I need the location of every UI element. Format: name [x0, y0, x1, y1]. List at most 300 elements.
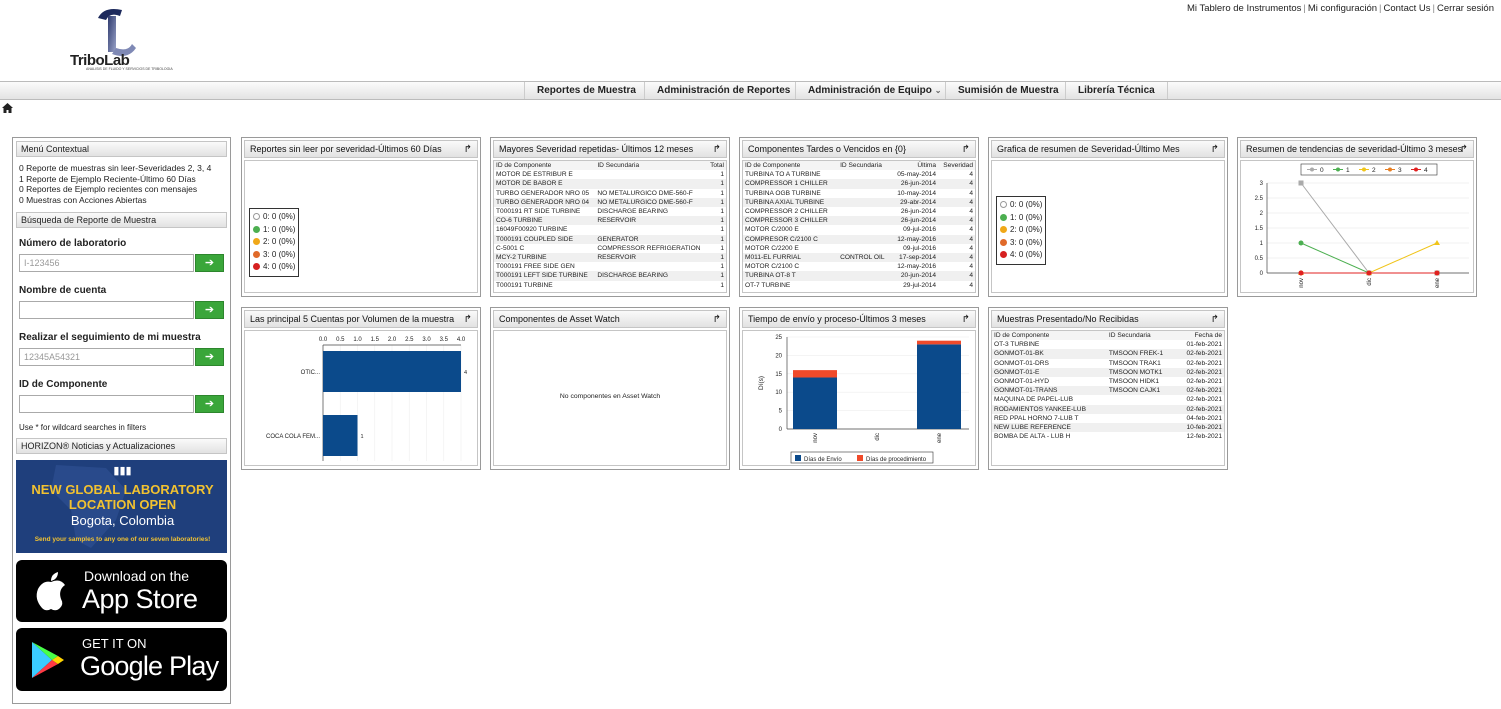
- table-cell: 4: [969, 208, 973, 216]
- table-cell: 16049F00920 TURBINE: [496, 226, 568, 234]
- bar-0: [323, 351, 461, 392]
- table-cell: T000191 FREE SIDE GEN: [496, 263, 575, 271]
- account-name-go-button[interactable]: [195, 301, 224, 319]
- legend-label: Días de procedimiento: [866, 457, 927, 463]
- table-cell: TMSOON HIDK1: [1108, 378, 1160, 386]
- bar-value-label: 4: [464, 370, 468, 376]
- table-cell: MOTOR C/2100 C: [745, 263, 800, 271]
- panel-title: Mayores Severidad repetidas- Últimos 12 meses: [499, 144, 694, 154]
- banner-line3: Bogota, Colombia: [70, 513, 175, 528]
- link-logout[interactable]: Cerrar sesión: [1436, 3, 1494, 14]
- table-cell: MOTOR C/2000 E: [745, 226, 799, 234]
- logo-tagline: ANALISIS DE FLUIDO Y SERVICIOS DE TRIBOLOGIA: [86, 67, 173, 71]
- severity-trend-chart: [1241, 161, 1474, 292]
- table-row[interactable]: [743, 271, 975, 280]
- context-menu-title: Menú Contextual: [16, 141, 227, 157]
- component-id-go-button[interactable]: [195, 395, 224, 413]
- table-cell: RESERVOIR: [595, 216, 707, 225]
- panel-body: [244, 160, 478, 293]
- panel-asset-watch-header: [493, 310, 727, 328]
- banner-line4: Send your samples to any one of our seven laboratories!: [34, 536, 211, 543]
- bar-value-label: 1: [360, 434, 364, 440]
- panel-body: [742, 330, 976, 466]
- nav-sumision[interactable]: Sumisión de Muestra: [945, 82, 1071, 99]
- table-cell: MOTOR DE ESTRIBUR E: [496, 171, 573, 179]
- table-cell: M011-EL FURRIAL: [743, 253, 838, 262]
- y-tick-label: 1: [1259, 241, 1263, 247]
- table-row[interactable]: [992, 340, 1224, 349]
- y-axis-label: Dí(s): [758, 375, 765, 391]
- tribolab-logo: [70, 4, 173, 76]
- table-cell: TMSOON MOTK1: [1107, 368, 1177, 377]
- panel-severity-trend-header: [1240, 140, 1474, 158]
- panel-late-components-header: [742, 140, 976, 158]
- table-row[interactable]: [494, 235, 726, 244]
- google-play-bottom: Google Play: [80, 651, 219, 681]
- category-label: COCA COLA FEM...: [265, 434, 320, 440]
- y-tick-label: 2: [1259, 211, 1263, 217]
- nav-admin-reportes[interactable]: Administración de Reportes: [644, 82, 802, 99]
- menu-item-actions[interactable]: 0 Muestras con Acciones Abiertas: [19, 194, 147, 205]
- table-row[interactable]: [494, 225, 726, 234]
- top-accounts-chart: [245, 331, 478, 465]
- track-sample-label: Realizar el seguimiento de mi muestra: [19, 332, 201, 343]
- logo-name: TriboLab: [70, 52, 130, 69]
- table-cell: 4: [969, 226, 973, 234]
- table-row[interactable]: [992, 359, 1224, 368]
- x-tick-label: 0.0: [318, 337, 328, 343]
- panel-body: [244, 330, 478, 466]
- link-config[interactable]: Mi configuración: [1307, 3, 1378, 14]
- lab-number-input[interactable]: I-123456: [19, 254, 194, 272]
- y-tick-label: 25: [775, 335, 782, 341]
- table-row[interactable]: [743, 281, 975, 290]
- share-arrow-icon[interactable]: ↱: [1210, 144, 1219, 155]
- y-tick-label: 0.5: [1254, 256, 1263, 262]
- table-row[interactable]: [494, 253, 726, 262]
- bar-Días-de-procedimiento-nov: [793, 370, 837, 377]
- table-cell: 20-jun-2014: [891, 271, 938, 280]
- col-header: ID de Componente: [494, 161, 595, 170]
- table-cell: GONMOT-01-DRS: [994, 359, 1049, 367]
- panel-body: [493, 330, 727, 466]
- panel-title: Las principal 5 Cuentas por Volumen de la muestra: [250, 314, 455, 324]
- x-tick-label: 4.0: [456, 337, 466, 343]
- legend-marker-0: [1310, 168, 1314, 172]
- table-cell: COMPRESSOR 2 CHILLER: [745, 208, 828, 216]
- menu-item-messages[interactable]: 0 Reportes de Ejemplo recientes con mensajes: [19, 184, 198, 194]
- table-cell: RESERVOIR: [595, 253, 707, 262]
- y-tick-label: 0: [1259, 271, 1263, 277]
- table-row[interactable]: [494, 271, 726, 280]
- google-play-badge[interactable]: [16, 628, 227, 691]
- table-cell: [838, 179, 891, 188]
- legend-sev3: 3: 0 (0%): [1010, 237, 1043, 247]
- share-arrow-icon[interactable]: ↱: [1210, 314, 1219, 325]
- panel-title: Tiempo de envío y proceso-Últimos 3 meses: [748, 314, 926, 324]
- table-cell: 4: [938, 271, 975, 280]
- track-sample-go-button[interactable]: [195, 348, 224, 366]
- top-links: Mi Tablero de Instrumentos | Mi configuración | Contact Us | Cerrar sesión: [1186, 3, 1494, 14]
- table-row[interactable]: [743, 189, 975, 198]
- table-cell: MCY-2 TURBINE: [494, 253, 595, 262]
- table-cell: 02-feb-2021: [1177, 368, 1224, 377]
- table-cell: 12-may-2016: [897, 263, 937, 271]
- legend-label-3: 3: [1398, 167, 1402, 174]
- legend-sev4: 4: 0 (0%): [263, 262, 296, 271]
- share-arrow-icon[interactable]: ↱: [961, 314, 970, 325]
- app-store-top: Download on the: [84, 568, 190, 584]
- table-cell: [1107, 340, 1177, 349]
- new-lab-banner[interactable]: [16, 460, 227, 553]
- table-row[interactable]: [992, 423, 1224, 432]
- panel-severity-trend: [1237, 137, 1477, 297]
- table-row[interactable]: [494, 207, 726, 216]
- x-tick-label: 1.0: [353, 337, 362, 343]
- table-cell: 02-feb-2021: [1186, 396, 1222, 404]
- table-cell: 1: [707, 235, 726, 244]
- track-sample-input[interactable]: 12345A54321: [19, 348, 194, 366]
- table-cell: COMPRESSOR REFRIGERATION: [597, 244, 701, 252]
- legend-label: Días de Envío: [804, 457, 842, 463]
- table-row[interactable]: [992, 368, 1224, 377]
- table-row[interactable]: [494, 198, 726, 207]
- col-header: Última: [891, 161, 938, 170]
- table-cell: 1: [707, 179, 726, 188]
- table-cell: 4: [969, 244, 973, 252]
- table-row[interactable]: [494, 262, 726, 271]
- component-id-input[interactable]: [19, 395, 194, 413]
- table-row[interactable]: [743, 262, 975, 271]
- panel-body: [991, 160, 1225, 293]
- col-header: Total: [707, 161, 726, 170]
- shipping-time-chart: [743, 331, 976, 465]
- legend-label-0: 0: [1320, 167, 1324, 174]
- table-row[interactable]: [494, 244, 726, 253]
- x-tick-label: nov: [1299, 278, 1305, 288]
- table-cell: MOTOR DE BABOR E: [494, 179, 595, 188]
- share-arrow-icon[interactable]: ↱: [1459, 144, 1468, 155]
- share-arrow-icon[interactable]: ↱: [463, 314, 472, 325]
- bar-Días-de-Envío-ene: [917, 344, 961, 429]
- table-cell: 4: [938, 253, 975, 262]
- panel-repeated-severity-header: [493, 140, 727, 158]
- share-arrow-icon[interactable]: ↱: [961, 144, 970, 155]
- table-row[interactable]: [494, 179, 726, 188]
- table-cell: [838, 198, 891, 207]
- legend-sev4: 4: 0 (0%): [1010, 250, 1043, 259]
- table-cell: OT-7 TURBINE: [745, 281, 791, 289]
- table-cell: DISCHARGE BEARING: [595, 271, 707, 280]
- table-cell: 1: [720, 208, 724, 216]
- table-cell: 02-feb-2021: [1186, 359, 1222, 367]
- table-cell: COMPRESSOR 3 CHILLER: [743, 216, 838, 225]
- table-cell: 1: [720, 244, 724, 252]
- bar-Días-de-Envío-nov: [793, 377, 837, 429]
- table-cell: 05-may-2014: [897, 171, 937, 179]
- news-section-title: HORIZON® Noticias y Actualizaciones: [16, 438, 227, 454]
- table-cell: 4: [969, 189, 973, 197]
- account-name-label: Nombre de cuenta: [19, 285, 107, 296]
- panel-body: [742, 160, 976, 293]
- lab-number-go-button[interactable]: [195, 254, 224, 272]
- table-cell: GONMOT-01-HYD: [994, 378, 1049, 386]
- table-cell: [1107, 395, 1177, 404]
- table-cell: [595, 262, 707, 271]
- legend-label-1: 1: [1346, 167, 1350, 174]
- table-cell: 29-abr-2014: [891, 198, 938, 207]
- table-cell: 4: [938, 179, 975, 188]
- x-tick-label: ene: [1435, 278, 1441, 289]
- panel-late-components: [739, 137, 979, 297]
- panel-unread-severity: [241, 137, 481, 297]
- table-cell: 02-feb-2021: [1177, 405, 1224, 414]
- table-row[interactable]: [992, 377, 1224, 386]
- table-cell: TMSOON CAJK1: [1107, 386, 1177, 395]
- bar-Días-de-procedimiento-ene: [917, 341, 961, 345]
- y-tick-label: 2.5: [1254, 196, 1263, 202]
- table-cell: 4: [938, 216, 975, 225]
- y-tick-label: 20: [775, 353, 782, 360]
- table-row[interactable]: [743, 253, 975, 262]
- late-components-table: [743, 161, 975, 290]
- table-cell: TURBO GENERADOR NRO 05: [496, 189, 590, 197]
- lab-number-label: Número de laboratorio: [19, 238, 127, 249]
- panel-repeated-severity: [490, 137, 730, 297]
- table-row[interactable]: [494, 281, 726, 290]
- apple-icon: [34, 572, 68, 612]
- legend-marker-1: [1336, 168, 1340, 172]
- legend-swatch: [857, 455, 863, 461]
- panel-samples-not-received-header: [991, 310, 1225, 328]
- table-cell: 02-feb-2021: [1177, 386, 1224, 395]
- table-cell: 4: [969, 263, 973, 271]
- table-cell: [838, 170, 891, 179]
- legend-sev2: 2: 0 (0%): [263, 237, 296, 246]
- legend-marker-4: [1414, 168, 1418, 172]
- table-cell: 1: [720, 281, 724, 289]
- legend-sev3: 3: 0 (0%): [263, 249, 296, 259]
- table-cell: 10-may-2014: [897, 189, 937, 197]
- table-cell: [838, 281, 891, 290]
- table-row[interactable]: [992, 414, 1224, 423]
- app-store-bottom: App Store: [82, 584, 198, 614]
- panel-body: [493, 160, 727, 293]
- sidebar: [12, 137, 231, 704]
- table-row[interactable]: [494, 170, 726, 179]
- table-cell: 12-may-2016: [891, 235, 938, 244]
- panel-severity-summary: [988, 137, 1228, 297]
- severity-legend: [249, 208, 299, 277]
- legend-swatch: [795, 455, 801, 461]
- col-header: ID Secundaria: [838, 161, 891, 170]
- table-cell: 4: [969, 171, 973, 179]
- x-tick-label: 1.5: [370, 337, 379, 343]
- series-point-1: [1299, 241, 1304, 246]
- table-cell: GONMOT-01-BK: [992, 349, 1107, 358]
- table-row[interactable]: [992, 395, 1224, 404]
- table-cell: 1: [720, 171, 724, 179]
- table-cell: TMSOON TRAK1: [1108, 359, 1161, 367]
- table-cell: [838, 225, 891, 234]
- table-cell: RODAMIENTOS YANKEE-LUB: [992, 405, 1107, 414]
- table-cell: COMPRESOR C/2100 C: [743, 235, 838, 244]
- y-tick-label: 0: [778, 427, 782, 433]
- table-cell: TURBINA OGB TURBINE: [745, 189, 821, 197]
- panel-title: Componentes de Asset Watch: [499, 314, 620, 324]
- banner-line2: LOCATION OPEN: [68, 497, 177, 512]
- table-cell: NO METALURGICO DME-560-F: [597, 189, 693, 197]
- legend-sev0: 0: 0 (0%): [263, 212, 296, 221]
- arrow-right-icon: ➔: [204, 351, 215, 363]
- table-row[interactable]: [992, 386, 1224, 395]
- asset-watch-empty: No componentes en Asset Watch: [559, 393, 661, 400]
- table-cell: 02-feb-2021: [1177, 349, 1224, 358]
- panel-shipping-time-header: [742, 310, 976, 328]
- table-row[interactable]: [743, 216, 975, 225]
- table-cell: GENERATOR: [595, 235, 707, 244]
- chevron-down-icon: ⌄: [934, 86, 942, 95]
- table-cell: [595, 170, 707, 179]
- legend-marker-3: [1388, 168, 1392, 172]
- table-row[interactable]: [743, 207, 975, 216]
- table-row[interactable]: [992, 432, 1224, 441]
- link-dashboard[interactable]: Mi Tablero de Instrumentos: [1186, 3, 1302, 14]
- search-section-title: Búsqueda de Reporte de Muestra: [16, 212, 227, 228]
- x-tick-label: dic: [875, 433, 881, 441]
- table-row[interactable]: [743, 225, 975, 234]
- legend-sev2: 2: 0 (0%): [1010, 225, 1043, 234]
- table-cell: [1107, 432, 1177, 441]
- account-name-input[interactable]: [19, 301, 194, 319]
- nav-admin-equipo[interactable]: [795, 82, 953, 99]
- table-row[interactable]: [992, 405, 1224, 414]
- table-cell: COMPRESSOR 1 CHILLER: [743, 179, 838, 188]
- table-cell: [838, 189, 891, 198]
- table-row[interactable]: [743, 179, 975, 188]
- panel-unread-severity-header: [244, 140, 478, 158]
- table-row[interactable]: [494, 189, 726, 198]
- table-cell: 1: [707, 216, 726, 225]
- table-cell: [1107, 423, 1177, 432]
- table-cell: MAQUINA DE PAPEL-LUB: [994, 396, 1074, 404]
- series-point-4: [1367, 271, 1372, 276]
- wildcard-note: Use * for wildcard searches in filters: [19, 423, 147, 432]
- table-row[interactable]: [992, 349, 1224, 358]
- table-cell: [595, 225, 707, 234]
- table-cell: 1: [707, 198, 726, 207]
- arrow-right-icon: ➔: [204, 304, 215, 316]
- legend-sev1: 1: 0 (0%): [1010, 212, 1043, 222]
- table-cell: NO METALURGICO DME-560-F: [595, 198, 707, 207]
- y-tick-label: 3: [1259, 181, 1263, 187]
- table-cell: CO-6 TURBINE: [494, 216, 595, 225]
- table-cell: RED PPAL HORNO 7-LUB T: [994, 414, 1079, 422]
- link-contact[interactable]: Contact Us: [1383, 3, 1431, 14]
- google-play-icon: [30, 640, 66, 680]
- main-navbar: [0, 81, 1501, 100]
- context-menu-list: [16, 157, 227, 207]
- x-tick-label: 3.5: [439, 337, 448, 343]
- table-row[interactable]: [743, 235, 975, 244]
- panel-body: [1240, 160, 1474, 293]
- table-row[interactable]: [494, 216, 726, 225]
- y-tick-label: 10: [775, 390, 782, 397]
- panel-title: Muestras Presentado/No Recibidas: [997, 314, 1139, 324]
- panel-samples-not-received: [988, 307, 1228, 470]
- table-cell: 1: [720, 226, 724, 234]
- table-row[interactable]: [743, 170, 975, 179]
- table-cell: 1: [720, 189, 724, 197]
- banner-line1: NEW GLOBAL LABORATORY: [31, 482, 214, 497]
- legend-sev0: 0: 0 (0%): [1010, 200, 1043, 209]
- table-cell: 12-feb-2021: [1186, 433, 1222, 441]
- table-cell: TMSOON FREK-1: [1107, 349, 1177, 358]
- series-point-4: [1299, 271, 1304, 276]
- table-cell: [595, 281, 707, 290]
- table-cell: 04-feb-2021: [1186, 414, 1222, 422]
- table-cell: 26-jun-2014: [891, 216, 938, 225]
- table-cell: 1: [720, 263, 724, 271]
- table-cell: 29-jul-2014: [903, 281, 937, 289]
- panel-top-accounts: [241, 307, 481, 470]
- repeated-severity-table: [494, 161, 726, 290]
- table-cell: 02-feb-2021: [1186, 378, 1222, 386]
- panel-title: Resumen de tendencias de severidad-Último 3 meses: [1246, 144, 1463, 154]
- panel-top-accounts-header: [244, 310, 478, 328]
- table-cell: OT-3 TURBINE: [994, 341, 1040, 349]
- col-header: ID de Componente: [992, 331, 1107, 340]
- vials-icon: ▮▮▮: [113, 465, 132, 477]
- arrow-right-icon: ➔: [204, 398, 215, 410]
- y-tick-label: 15: [775, 371, 782, 378]
- table-cell: NEW LUBE REFERENCE: [992, 423, 1107, 432]
- table-cell: [838, 207, 891, 216]
- x-tick-label: 3.0: [422, 337, 431, 343]
- table-cell: [838, 216, 891, 225]
- table-cell: 4: [938, 235, 975, 244]
- home-icon[interactable]: [2, 103, 13, 115]
- x-tick-label: dic: [1367, 278, 1373, 286]
- google-play-top: GET IT ON: [82, 636, 147, 651]
- table-cell: C-5001 C: [496, 244, 525, 252]
- app-store-badge[interactable]: [16, 560, 227, 622]
- nav-reportes[interactable]: Reportes de Muestra: [524, 82, 648, 99]
- share-arrow-icon[interactable]: ↱: [712, 144, 721, 155]
- table-cell: 1: [707, 253, 726, 262]
- table-cell: 4: [969, 281, 973, 289]
- x-tick-label: ene: [937, 433, 943, 444]
- share-arrow-icon[interactable]: ↱: [463, 144, 472, 155]
- table-cell: 26-jun-2014: [900, 208, 937, 216]
- menu-item-unread[interactable]: 0 Reporte de muestras sin leer-Severidades 2, 3, 4: [19, 163, 212, 173]
- table-cell: [1107, 405, 1177, 414]
- table-row[interactable]: [743, 244, 975, 253]
- table-cell: 09-jul-2016: [903, 226, 937, 234]
- panel-shipping-time: [739, 307, 979, 470]
- menu-item-recent[interactable]: 1 Reporte de Ejemplo Reciente-Último 60 Días: [19, 173, 196, 184]
- nav-libreria[interactable]: Librería Técnica: [1065, 82, 1168, 99]
- category-label: OTIC...: [300, 370, 320, 376]
- table-cell: [838, 271, 891, 280]
- share-arrow-icon[interactable]: ↱: [712, 314, 721, 325]
- table-cell: TURBO GENERADOR NRO 04: [494, 198, 595, 207]
- table-row[interactable]: [743, 198, 975, 207]
- table-cell: TURBINA TO A TURBINE: [745, 171, 821, 179]
- panel-title: Componentes Tardes o Vencidos en {0}: [748, 144, 906, 154]
- table-cell: BOMBA DE ALTA - LUB H: [994, 433, 1071, 441]
- series-point-2: [1434, 240, 1440, 245]
